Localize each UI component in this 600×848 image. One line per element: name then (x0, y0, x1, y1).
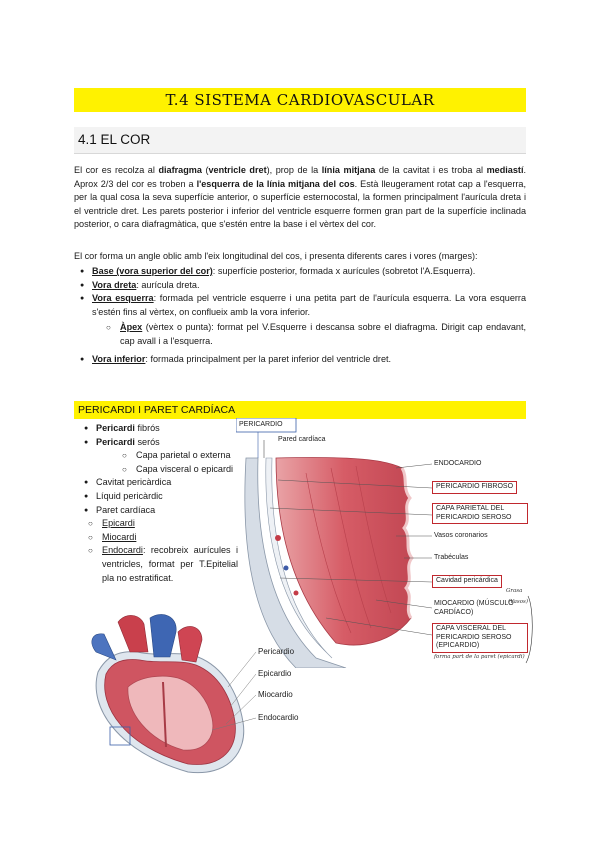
label-cavidad: Cavidad pericárdica (432, 575, 502, 588)
list-item: ○ Miocardi (84, 531, 238, 545)
label-endocardio: ENDOCARDIO (434, 460, 482, 467)
list-item: ● Base (vora superior del cor): superfície posterior, formada x aurícules (sobretot l'A.Esquerra). (74, 265, 526, 279)
section-heading-band (74, 127, 526, 154)
list-item: ● Vora dreta: aurícula dreta. (74, 279, 526, 293)
label-parietal: CAPA PARIETAL DEL PERICARDIO SEROSO (432, 503, 528, 524)
margins-list (74, 265, 526, 366)
section-heading: 4.1 EL COR (78, 132, 151, 147)
label-endocardio-2: Endocardio (258, 713, 299, 722)
label-miocardio: MIOCARDIO (MÚSCULO CARDÍACO) (434, 600, 514, 616)
handwritten-grasa: Grasa (506, 588, 523, 594)
bold-term: línia mitjana (321, 165, 376, 175)
text-run: ), prop de la (266, 165, 322, 175)
orientation-paragraph: El cor forma un angle oblic amb l'eix longitudinal del cos, i presenta diferents cares i vores (marges): (74, 251, 478, 261)
handwritten-note: forma part de la paret (epicardi) (434, 654, 525, 660)
label-epicardio-2: Epicardio (258, 669, 292, 678)
text-run: . Aprox 2/3 del cor es troben a (74, 165, 527, 189)
text-run: de la cavitat i es troba al (375, 165, 487, 175)
intro-paragraph (74, 164, 526, 232)
list-item: ○ Epicardi (84, 517, 238, 531)
text-run: . Està lleugerament rotat cap a l'esquerra, per la qual cosa la seva superfície anterior, o superfície esternocostal, la formen principalment l'aurícula dreta i el ventricle dret. Les parets posterior i inferior del ventricle esquerre formen gran part de la superfície inclinada posterior, o cara diafragmàtica, que s'estén entre la base i el vèrtex del cor. (74, 178, 526, 230)
label-pericardio-2: Pericardio (258, 647, 295, 656)
section2-heading: PERICARDI I PARET CARDÍACA (78, 404, 236, 416)
heart-section-diagram (78, 612, 308, 777)
pericardium-list (78, 422, 238, 585)
text-run: ( (201, 165, 209, 175)
list-item: ● Vora esquerra: formada pel ventricle esquerre i una petita part de l'aurícula esquerra. La vora esquerra s'estén fins al vèrtex, on conflueix amb la vora inferior. ○ Àpex (vèrtex o punta): format pel V.Esquerre i descansa sobre el diafragma. Dirigit cap endavant, cap avall i a l'esquerra. (74, 292, 526, 348)
page-title: T.4 SISTEMA CARDIOVASCULAR (165, 91, 435, 109)
list-item: ● Vora inferior: formada principalment per la paret inferior del ventricle dret. (74, 353, 526, 367)
section2-heading-band (74, 401, 526, 419)
label-miocardio-2: Miocardio (258, 690, 293, 699)
bold-term: l'esquerra de la línia mitjana del cos (196, 178, 355, 189)
list-item: ● Pericardi serós ○ Capa parietal o externa ○ Capa visceral o epicardi (78, 436, 238, 477)
list-item: ● Pericardi fibrós (78, 422, 238, 436)
text-run: El cor es recolza al (74, 165, 159, 175)
bold-term: ventricle dret (208, 165, 267, 175)
label-vasos: Vasos coronarios (434, 532, 488, 539)
label-pericardio: PERICARDIO (239, 421, 283, 428)
list-item: ● Líquid pericàrdic (78, 490, 238, 504)
handwritten-vasos: (Vasos) (508, 599, 528, 605)
bold-term: diafragma (158, 165, 202, 175)
label-trabeculas: Trabéculas (434, 554, 469, 561)
list-item: ○ Capa parietal o externa (118, 449, 238, 463)
list-item: ○ Capa visceral o epicardi (118, 463, 238, 477)
title-banner (74, 88, 526, 112)
list-item: ● Cavitat pericàrdica (78, 476, 238, 490)
label-pared: Pared cardíaca (278, 436, 326, 443)
label-visceral: CAPA VISCERAL DEL PERICARDIO SEROSO (EPICARDIO) (432, 623, 528, 653)
list-item: ○ Àpex (vèrtex o punta): format pel V.Esquerre i descansa sobre el diafragma. Dirigit cap endavant, cap avall i a l'esquerra. (102, 321, 526, 348)
bold-term: mediastí (486, 165, 524, 175)
list-item: ● Paret cardíaca (78, 504, 238, 518)
label-fibroso: PERICARDIO FIBROSO (432, 481, 517, 494)
list-item: ○ Endocardi: recobreix aurícules i ventricles, format per T.Epitelial pla no estratificat. (84, 544, 238, 585)
